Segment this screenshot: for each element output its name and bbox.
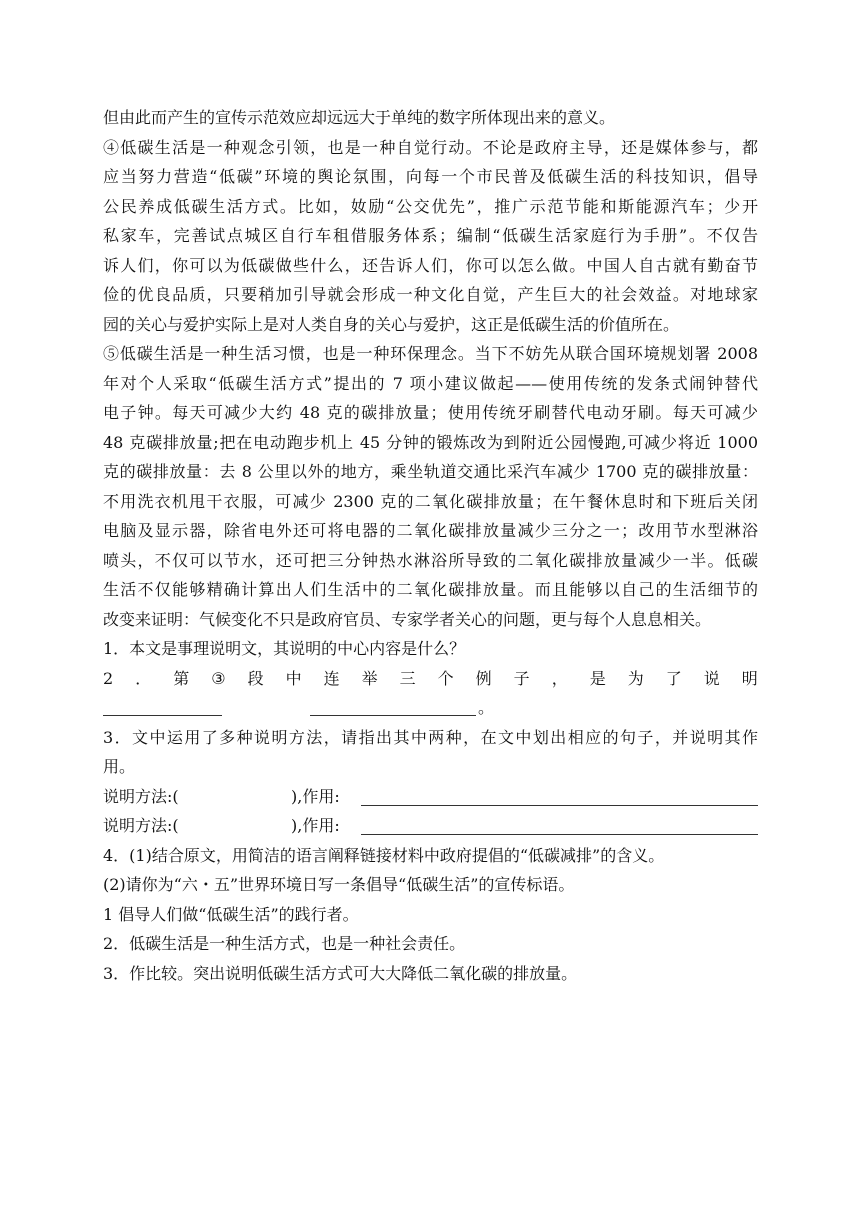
passage-line: ④低碳生活是一种观念引领，也是一种自觉行动。不论是政府主导，还是媒体参与，都 (103, 137, 758, 157)
question-1: 1．本文是事理说明文，其说明的中心内容是什么？ (103, 639, 466, 658)
passage-line: 不用洗衣机甩干衣服，可减少 2300 克的二氧化碳排放量；在午餐休息时和下班后关闭 (103, 491, 758, 511)
q2-char: ③ (211, 668, 226, 688)
passage-line: 电子钟。每天可减少大约 48 克的碳排放量；使用传统牙刷替代电动牙刷。每天可减少 (103, 403, 758, 422)
passage (103, 103, 758, 634)
effect-blank[interactable] (361, 834, 758, 835)
q2-char: 举 (361, 668, 378, 688)
answer-2: 2．低碳生活是一种生活方式，也是一种社会责任。 (103, 934, 466, 953)
answers (103, 900, 758, 989)
effect-blank[interactable] (361, 805, 758, 806)
questions (103, 634, 758, 900)
method-row-2 (103, 811, 758, 841)
passage-line: 电脑及显示器，除省电外还可将电器的二氧化碳排放量减少三分之一；改用节水型淋浴 (103, 521, 758, 540)
q2-char: 明 (741, 668, 758, 688)
method-label: 说明方法:( (103, 786, 179, 806)
passage-line: 诉人们，你可以为低碳做些什么，还告诉人们，你可以怎么做。中国人自古就有勤奋节 (103, 255, 758, 275)
q2-char: 例 (475, 668, 492, 688)
passage-line: 年对个人采取“低碳生活方式”提出的 7 项小建议做起——使用传统的发条式闹钟替代 (103, 373, 758, 393)
q2-char: 是 (589, 668, 606, 688)
question-2 (103, 664, 758, 694)
q2-char: ． (135, 668, 152, 688)
q2-char: 段 (247, 668, 264, 688)
question-3-line1: 3．文中运用了多种说明方法，请指出其中两种，在文中划出相应的句子，并说明其作 (103, 727, 758, 747)
q2-char: 第 (173, 668, 190, 688)
q2-char: 说 (703, 668, 720, 688)
q2-char: 三 (399, 668, 416, 688)
passage-line: 园的关心与爱护实际上是对人类自身的关心与爱护，这正是低碳生活的价值所在。 (103, 314, 680, 334)
question-3-line2: 用。 (103, 757, 136, 776)
passage-line: 但由此而产生的宣传示范效应却远远大于单纯的数字所体现出来的意义。 (103, 108, 616, 127)
q2-char: 为 (627, 668, 644, 688)
document-content (103, 103, 758, 988)
q2-period: 。 (478, 698, 495, 717)
method-row-1 (103, 782, 758, 812)
question-2-blanks (103, 693, 758, 723)
answer-blank-2[interactable] (310, 693, 476, 716)
question-4-part1: 4．(1)结合原文，用简洁的语言阐释链接材料中政府提倡的“低碳减排”的含义。 (103, 845, 665, 865)
q2-char: 了 (665, 668, 682, 688)
q2-char: ， (551, 668, 568, 688)
q2-char: 2 (103, 668, 114, 688)
answer-3: 3．作比较。突出说明低碳生活方式可大大降低二氧化碳的排放量。 (103, 963, 578, 983)
passage-line: 生活不仅能够精确计算出人们生活中的二氧化碳排放量。而且能够以自己的生活细节的 (103, 580, 758, 599)
passage-line: 48 克碳排放量;把在电动跑步机上 45 分钟的锻炼改为到附近公园慢跑,可减少将近 1000 (103, 432, 758, 452)
question-4-part2: (2)请你为“六・五”世界环境日写一条倡导“低碳生活”的宣传标语。 (103, 875, 575, 894)
passage-line: 改变来证明：气候变化不只是政府官员、专家学者关心的问题，更与每个人息息相关。 (103, 609, 712, 629)
passage-line: 私家车，完善试点城区自行车租借服务体系；编制“低碳生活家庭行为手册”。不仅告 (103, 226, 758, 245)
passage-line: ⑤低碳生活是一种生活习惯，也是一种环保理念。当下不妨先从联合国环境规划署 2008 (103, 344, 758, 363)
passage-line: 俭的优良品质，只要稍加引导就会形成一种文化自觉，产生巨大的社会效益。对地球家 (103, 285, 758, 304)
q2-char: 中 (285, 668, 302, 688)
method-effect-label: ),作用: (291, 786, 340, 806)
q2-char: 子 (513, 668, 530, 688)
passage-line: 喷头，不仅可以节水，还可把三分钟热水淋浴所导致的二氧化碳排放量减少一半。低碳 (103, 550, 758, 570)
method-label: 说明方法:( (103, 816, 179, 835)
passage-line: 公民养成低碳生活方式。比如，奻励“公交优先”，推广示范节能和斯能源汽车；少开 (103, 196, 758, 216)
q2-char: 个 (437, 668, 454, 688)
method-effect-label: ),作用: (291, 816, 340, 835)
passage-line: 克的碳排放量：去 8 公里以外的地方，乘坐轨道交通比采汽车减少 1700 克的碳排放量： (103, 462, 758, 481)
answer-1: 1 倡导人们做“低碳生活”的践行者。 (103, 904, 359, 924)
passage-line: 应当努力营造“低碳”环境的舆论氛围，向每一个市民普及低碳生活的科技知识，倡导 (103, 167, 758, 186)
q2-char: 连 (323, 668, 340, 688)
answer-blank-1[interactable] (103, 693, 222, 716)
